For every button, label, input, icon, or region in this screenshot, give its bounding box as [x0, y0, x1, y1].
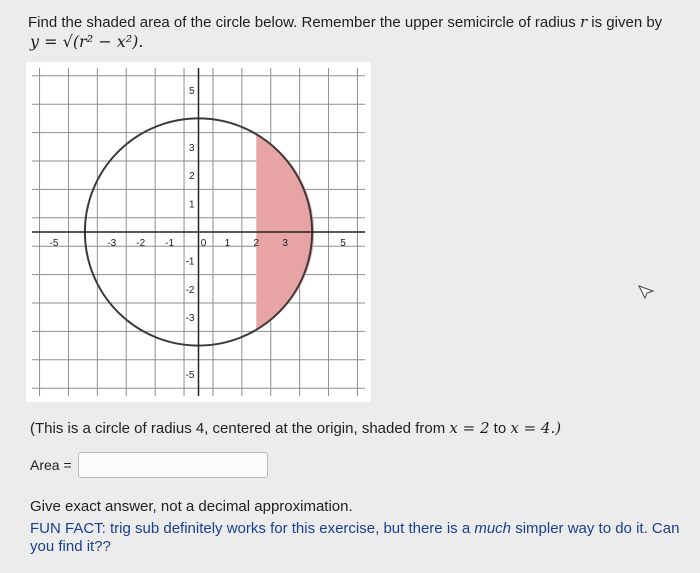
y-tick-label: -1 — [185, 256, 195, 268]
y-tick-label: 1 — [188, 199, 195, 211]
answer-row — [30, 452, 268, 478]
area-input[interactable] — [78, 452, 268, 478]
x-tick-label: -2 — [136, 238, 146, 249]
x-tick-label: -3 — [107, 238, 117, 249]
semicircle-formula: y = √(r² − x²). — [30, 32, 144, 51]
circle-graph — [26, 62, 371, 402]
instruction-text: Give exact answer, not a decimal approximation. — [30, 498, 353, 515]
y-tick-label: 5 — [188, 86, 195, 97]
mouse-pointer-icon — [638, 285, 654, 304]
graph-svg — [26, 62, 371, 402]
x-tick-label: 0 — [200, 238, 207, 249]
y-tick-label: 2 — [188, 171, 195, 183]
x-tick-label: 3 — [282, 238, 288, 249]
problem-note: (This is a circle of radius 4, centered at the origin, shaded from x = 2 to x = 4.) — [30, 419, 562, 437]
y-tick-label: 3 — [188, 142, 195, 154]
fun-fact: FUN FACT: trig sub definitely works for this exercise, but there is a much simpler way to do it. Can you find it?? — [30, 520, 680, 555]
y-tick-label: -2 — [185, 284, 195, 296]
x-tick-label: 5 — [340, 238, 346, 249]
question-prompt: Find the shaded area of the circle below. Remember the upper semicircle of radius r is given by — [28, 13, 663, 31]
y-tick-label: -3 — [185, 313, 195, 325]
x-tick-label: 2 — [253, 238, 260, 249]
x-tick-label: -5 — [49, 238, 59, 249]
area-label: Area = — [30, 457, 72, 473]
y-tick-label: -5 — [185, 370, 195, 381]
x-tick-label: 1 — [224, 238, 231, 249]
x-tick-label: -1 — [165, 238, 175, 249]
